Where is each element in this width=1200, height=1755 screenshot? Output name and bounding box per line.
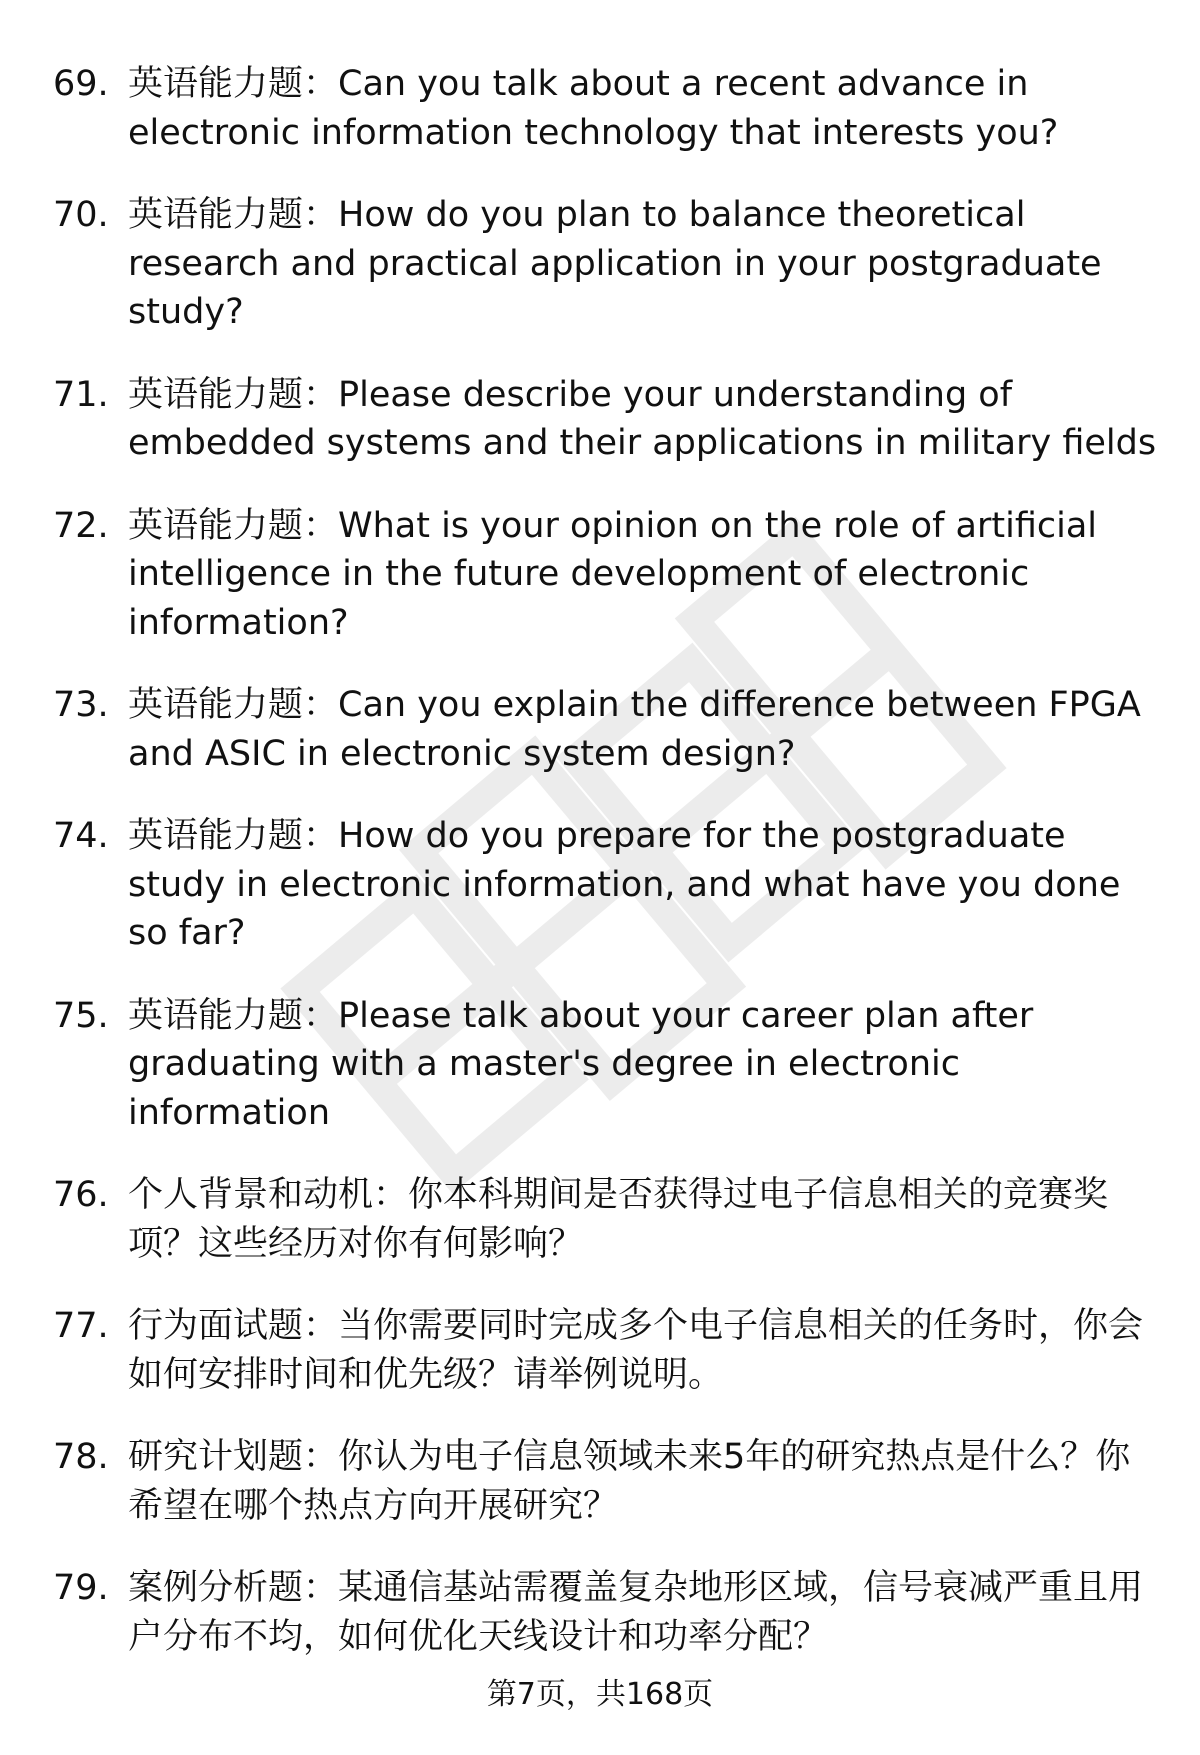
question-text: 英语能力题：Please describe your understanding of embedded systems and their applications in military fields bbox=[128, 374, 1157, 463]
page-footer bbox=[0, 1675, 1200, 1715]
question-item bbox=[0, 60, 1200, 157]
question-text: 英语能力题：How do you plan to balance theoretical research and practical application in your postgraduate study? bbox=[128, 195, 1102, 332]
question-item bbox=[0, 1564, 1200, 1661]
question-number: 77. bbox=[53, 1306, 109, 1346]
question-item bbox=[0, 1433, 1200, 1530]
question-text: 英语能力题：Please talk about your career plan after graduating with a master's degree in electronic information bbox=[128, 995, 1034, 1133]
question-number: 75. bbox=[53, 995, 109, 1036]
question-item bbox=[0, 992, 1200, 1138]
question-text: 研究计划题：你认为电子信息领域未来5年的研究热点是什么？你希望在哪个热点方向开展研究？ bbox=[128, 1437, 1131, 1526]
question-number: 73. bbox=[53, 685, 109, 725]
page-number-label: 第7页，共168页 bbox=[486, 1677, 714, 1712]
question-text: 案例分析题：某通信基站需覆盖复杂地形区域，信号衰减严重且用户分布不均，如何优化天线设计和功率分配？ bbox=[128, 1568, 1144, 1657]
question-text: 英语能力题：Can you explain the difference between FPGA and ASIC in electronic system design? bbox=[128, 685, 1141, 774]
question-item bbox=[0, 191, 1200, 337]
question-list bbox=[0, 60, 1200, 1695]
question-item bbox=[0, 371, 1200, 468]
question-text: 英语能力题：Can you talk about a recent advance in electronic information technology that interests you? bbox=[128, 64, 1059, 153]
question-number: 72. bbox=[53, 505, 109, 546]
question-number: 70. bbox=[53, 195, 109, 235]
question-number: 69. bbox=[53, 64, 109, 104]
question-item bbox=[0, 1171, 1200, 1268]
question-number: 74. bbox=[53, 816, 109, 856]
question-item bbox=[0, 812, 1200, 958]
question-text: 个人背景和动机：你本科期间是否获得过电子信息相关的竞赛奖项？这些经历对你有何影响？ bbox=[128, 1175, 1109, 1264]
question-text: 英语能力题：How do you prepare for the postgraduate study in electronic information, and what have you done so far? bbox=[128, 816, 1121, 953]
question-number: 76. bbox=[53, 1175, 109, 1215]
question-item bbox=[0, 502, 1200, 648]
question-item bbox=[0, 681, 1200, 778]
question-text: 行为面试题：当你需要同时完成多个电子信息相关的任务时，你会如何安排时间和优先级？请举例说明。 bbox=[128, 1306, 1144, 1395]
question-number: 71. bbox=[53, 374, 109, 415]
question-item bbox=[0, 1302, 1200, 1399]
question-text: 英语能力题：What is your opinion on the role of artificial intelligence in the future development of electronic information? bbox=[128, 505, 1098, 643]
question-number: 79. bbox=[53, 1568, 109, 1608]
question-number: 78. bbox=[53, 1437, 109, 1477]
